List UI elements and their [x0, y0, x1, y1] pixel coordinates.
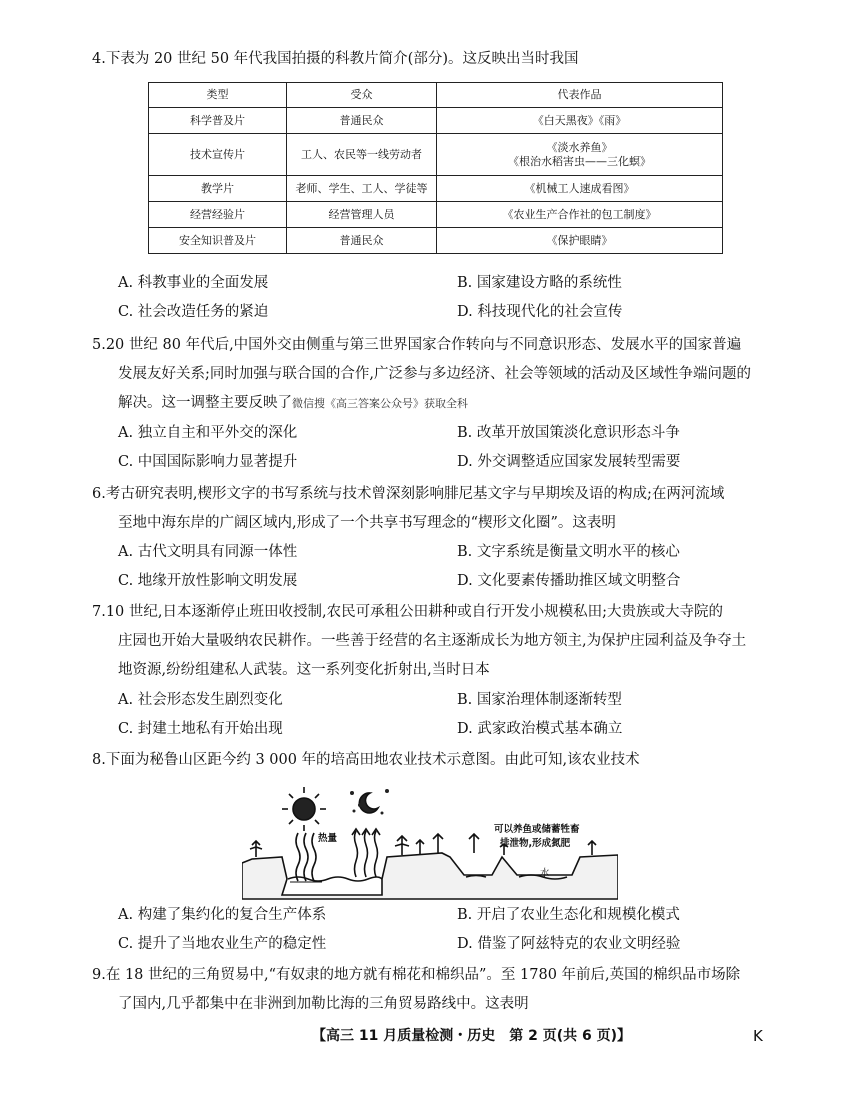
q6-option-a: A. 古代文明具有同源一体性	[118, 544, 298, 560]
table-header: 代表作品	[437, 83, 723, 108]
table-cell: 老师、学生、工人、学徒等	[287, 176, 437, 202]
q5-option-a: A. 独立自主和平外交的深化	[118, 425, 298, 441]
q5-option-d: D. 外交调整适应国家发展转型需要	[457, 454, 681, 470]
moon-icon	[359, 793, 378, 813]
q5-line3-text: 解决。这一调整主要反映了	[118, 395, 292, 411]
q6-option-b: B. 文字系统是衡量文明水平的核心	[457, 544, 680, 560]
table-cell: 工人、农民等一线劳动者	[287, 134, 437, 176]
water-wave-left	[288, 877, 382, 881]
table-cell: 普通民众	[287, 228, 437, 254]
table-header: 类型	[149, 83, 287, 108]
q5-option-c: C. 中国国际影响力显著提升	[118, 454, 298, 470]
q8-option-a: A. 构建了集约化的复合生产体系	[118, 907, 327, 923]
q5-line1: 5.20 世纪 80 年代后,中国外交由侧重与第三世界国家合作转向与不同意识形态、发展水平的国家普遍	[92, 337, 742, 353]
table-cell: 技术宣传片	[149, 134, 287, 176]
q4-option-d: D. 科技现代化的社会宣传	[457, 304, 623, 320]
q6-line1: 6.考古研究表明,楔形文字的书写系统与技术曾深刻影响腓尼基文字与早期埃及语的构成;在两河流域	[92, 486, 725, 502]
q9-line1: 9.在 18 世纪的三角贸易中,“有奴隶的地方就有棉花和棉织品”。至 1780 年前后,英国的棉织品市场除	[92, 967, 741, 983]
table-row	[149, 134, 723, 176]
table-cell: 《农业生产合作社的包工制度》	[437, 202, 723, 228]
table-cell: 经营管理人员	[287, 202, 437, 228]
q8-option-d: D. 借鉴了阿兹特克的农业文明经验	[457, 936, 681, 952]
q8-stem: 8.下面为秘鲁山区距今约 3 000 年的培高田地农业技术示意图。由此可知,该农业技术	[92, 752, 640, 768]
sunlight-beams	[296, 833, 316, 881]
table-row	[149, 202, 723, 228]
q5-line3	[118, 389, 468, 418]
version-code: K	[753, 1027, 763, 1045]
q4-stem: 4.下表为 20 世纪 50 年代我国拍摄的科教片简介(部分)。这反映出当时我国	[92, 51, 579, 67]
ground-profile	[242, 853, 618, 899]
table-header: 受众	[287, 83, 437, 108]
table-header-row	[149, 83, 723, 108]
q4-option-a: A. 科教事业的全面发展	[118, 275, 269, 291]
q7-line3: 地资源,纷纷组建私人武装。这一系列变化折射出,当时日本	[118, 662, 490, 678]
table-row	[149, 108, 723, 134]
q6-option-d: D. 文化要素传播助推区域文明整合	[457, 573, 681, 589]
table-cell: 《机械工人速成看图》	[437, 176, 723, 202]
fish-note-line1: 可以养鱼或储蓄牲畜	[494, 824, 580, 835]
table-cell: 经营经验片	[149, 202, 287, 228]
q7-line2: 庄园也开始大量吸纳农民耕作。一些善于经营的名主逐渐成长为地方领主,为保护庄园利益及争夺土	[118, 633, 747, 649]
q7-option-d: D. 武家政治模式基本确立	[457, 721, 623, 737]
q5-line2: 发展友好关系;同时加强与联合国的合作,广泛参与多边经济、社会等领域的活动及区域性争端问题的	[118, 366, 751, 382]
q6-option-c: C. 地缘开放性影响文明发展	[118, 573, 298, 589]
sun-icon	[293, 798, 315, 820]
fish-note-line2: 排泄物,形成氮肥	[500, 838, 571, 849]
q6-line2: 至地中海东岸的广阔区域内,形成了一个共享书写理念的“楔形文化圈”。这表明	[118, 515, 616, 531]
q7-option-a: A. 社会形态发生剧烈变化	[118, 692, 283, 708]
q8-option-b: B. 开启了农业生态化和规模化模式	[457, 907, 680, 923]
science-film-table	[148, 82, 723, 254]
q4-option-b: B. 国家建设方略的系统性	[457, 275, 622, 291]
table-cell: 安全知识普及片	[149, 228, 287, 254]
q8-option-c: C. 提升了当地农业生产的稳定性	[118, 936, 327, 952]
table-cell: 《白天黑夜》《雨》	[437, 108, 723, 134]
table-row	[149, 176, 723, 202]
table-cell: 科学普及片	[149, 108, 287, 134]
heat-label: 热量	[318, 833, 338, 844]
raised-field-diagram	[242, 783, 618, 900]
page-footer: 【高三 11 月质量检测・历史 第 2 页(共 6 页)】	[312, 1028, 632, 1044]
q9-line2: 了国内,几乎都集中在非洲到加勒比海的三角贸易路线中。这表明	[118, 996, 529, 1012]
table-row	[149, 228, 723, 254]
q7-option-b: B. 国家治理体制逐渐转型	[457, 692, 622, 708]
q4-option-c: C. 社会改造任务的紧迫	[118, 304, 269, 320]
table-cell: 教学片	[149, 176, 287, 202]
q7-option-c: C. 封建土地私有开始出现	[118, 721, 283, 737]
table-cell: 《淡水养鱼》 《根治水稻害虫——三化螟》	[437, 134, 723, 176]
heat-arrows	[352, 829, 380, 877]
watermark-text: 微信搜《高三答案公众号》获取全科	[292, 397, 468, 410]
q7-line1: 7.10 世纪,日本逐渐停止班田收授制,农民可承租公田耕种或自行开发小规模私田;大贵族或大寺院的	[92, 604, 723, 620]
table-cell: 普通民众	[287, 108, 437, 134]
q5-option-b: B. 改革开放国策淡化意识形态斗争	[457, 425, 680, 441]
table-cell: 《保护眼睛》	[437, 228, 723, 254]
water-label: 水	[540, 868, 550, 879]
